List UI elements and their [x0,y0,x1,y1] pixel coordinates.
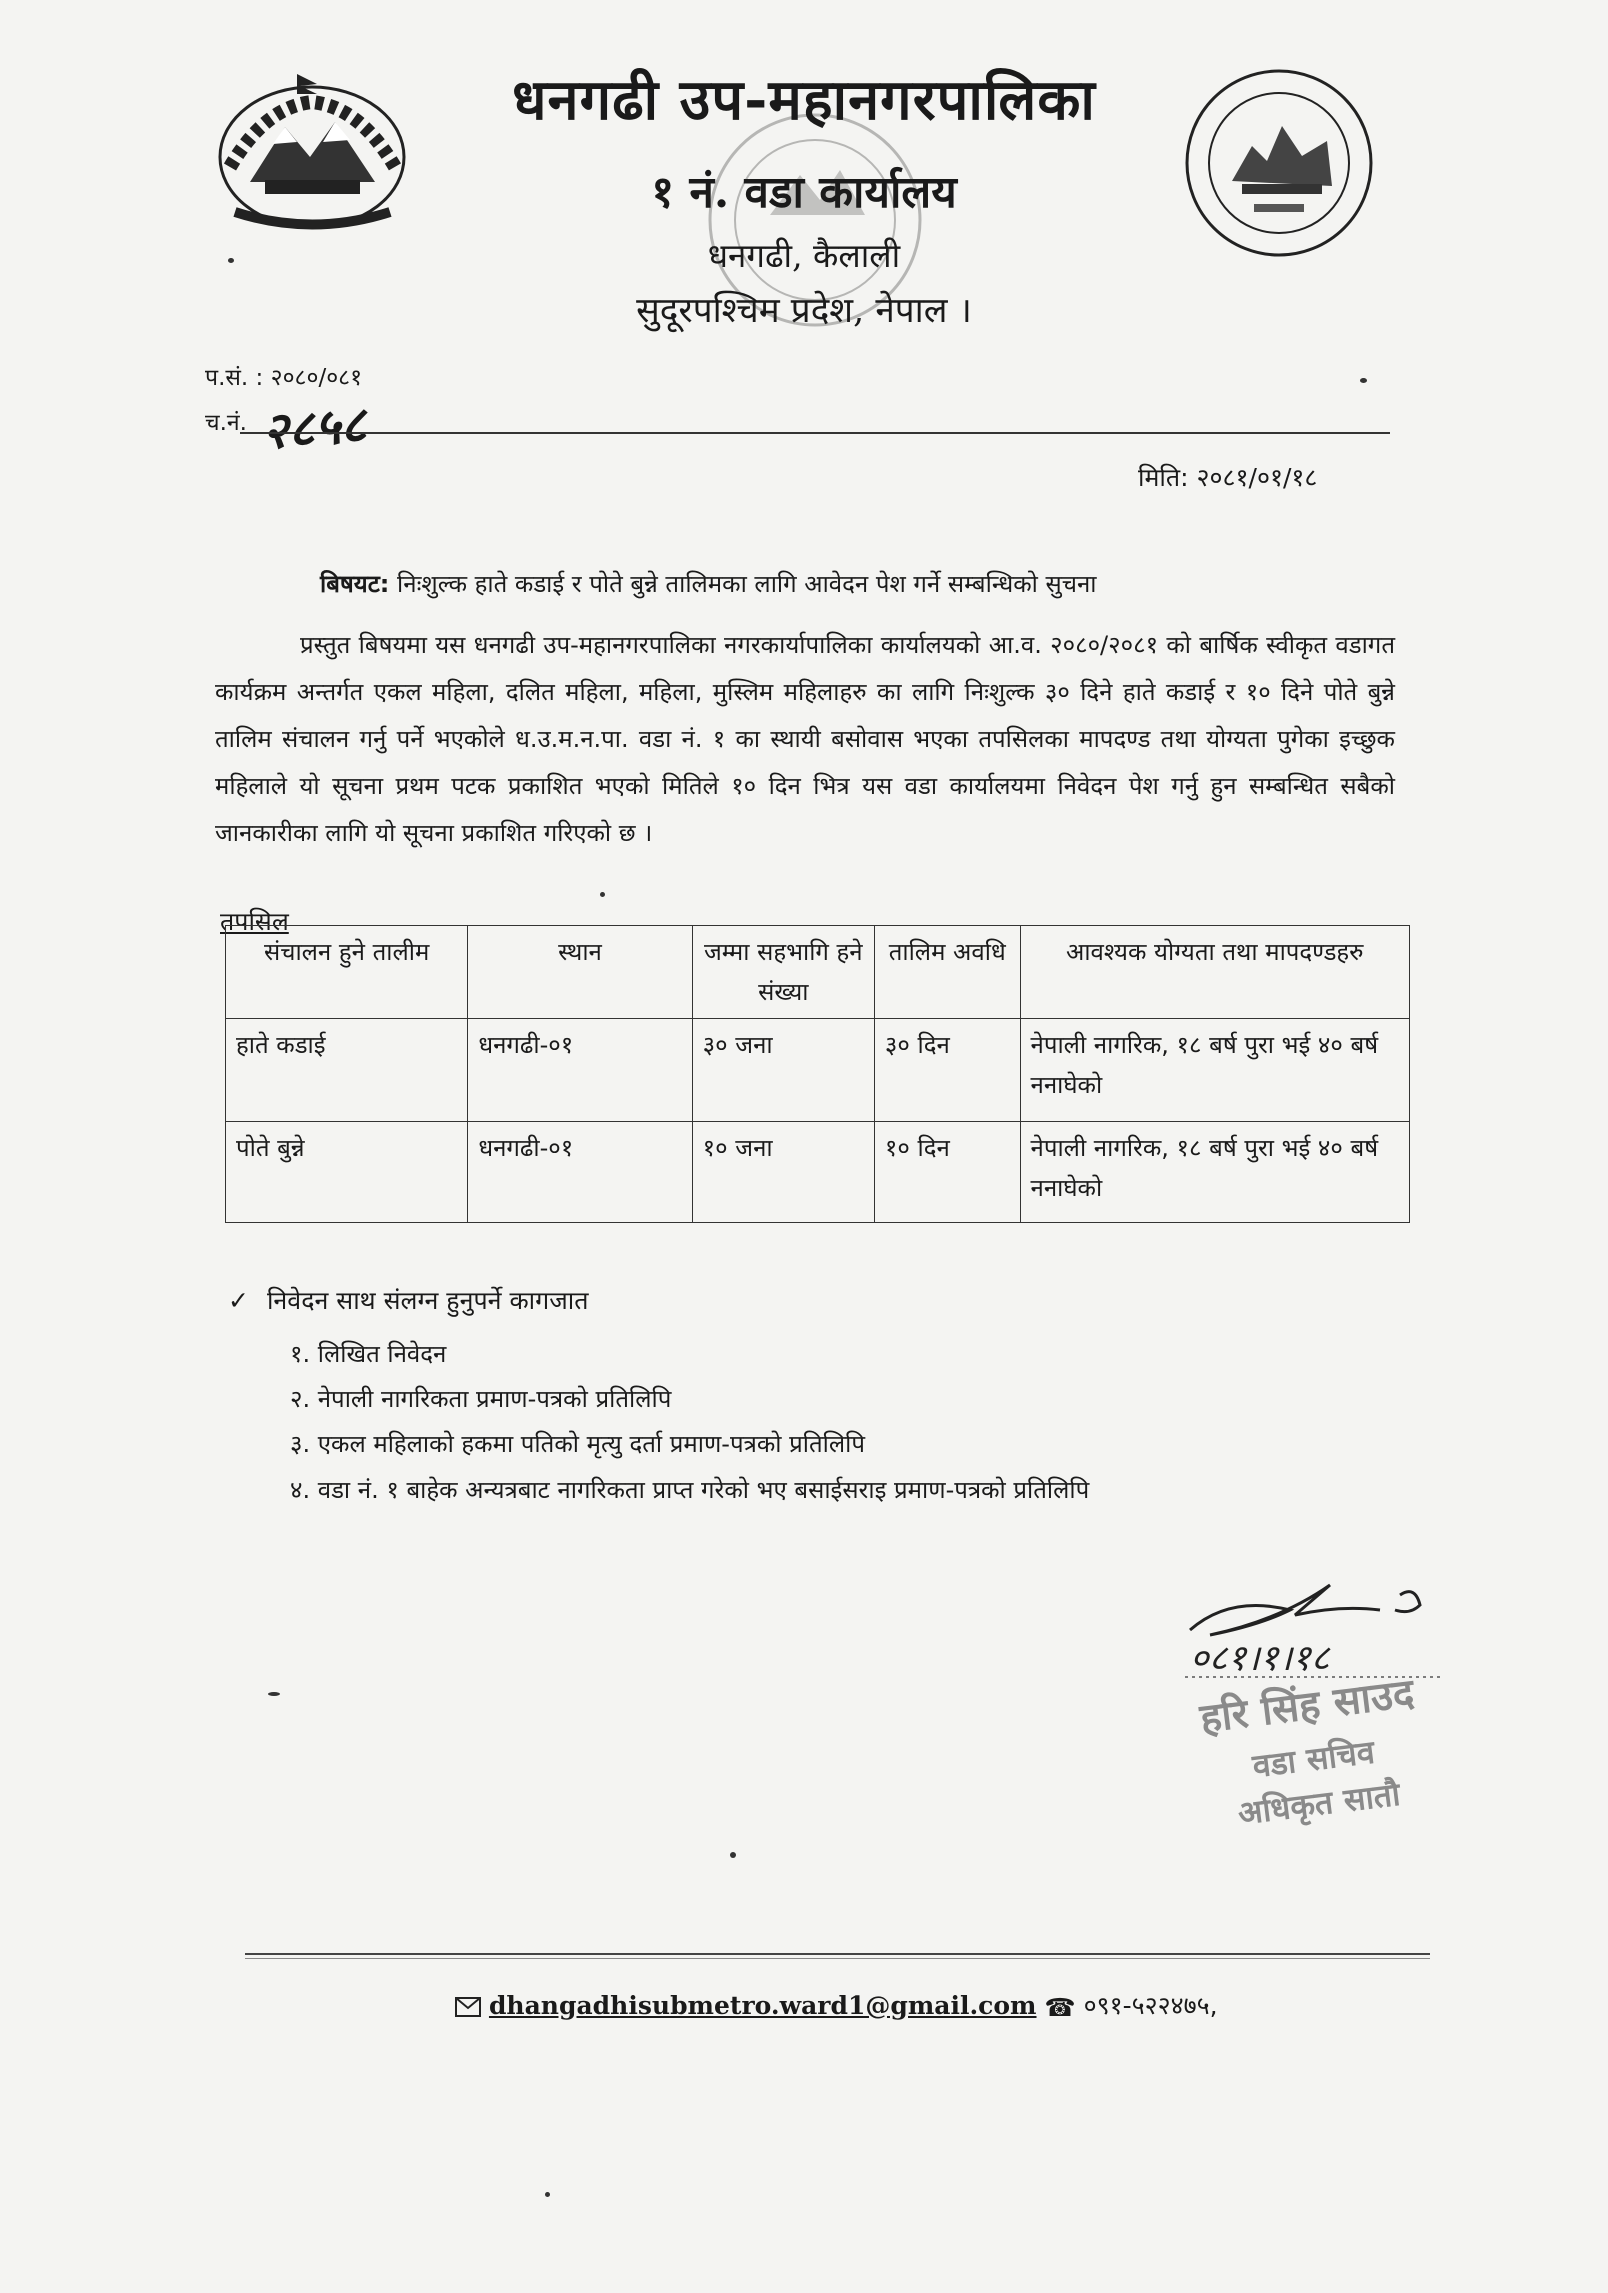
footer-divider [245,1953,1430,1955]
table-header: स्थान [468,926,692,1019]
table-cell: ३० जना [692,1019,874,1122]
table-cell: १० दिन [874,1122,1020,1223]
list-item: ४. वडा नं. १ बाहेक अन्यत्रबाट नागरिकता प्राप्त गरेको भए बसाईसराइ प्रमाण-पत्रको प्रतिलिपि [290,1476,1090,1504]
issue-date: मिति: २०८१/०१/१८ [1138,463,1318,492]
scan-speck [1360,378,1367,383]
table-cell: १० जना [692,1122,874,1223]
contact-footer [455,1988,1218,2022]
table-header: जम्मा सहभागि हने संख्या [692,926,874,1019]
table-cell: धनगढी-०१ [468,1019,692,1122]
office-name: धनगढी उप-महानगरपालिका [512,67,1096,133]
chalani-label: च.नं. [205,410,247,436]
table-header: संचालन हुने तालीम [226,926,468,1019]
signatory-title: वडा सचिव [1250,1732,1377,1786]
table-row [226,1122,1410,1223]
table-row [226,1019,1410,1122]
patra-sankhya: प.सं. : २०८०/०८१ [205,365,363,391]
scan-speck [268,1692,280,1696]
signatory-rank: अधिकृत सातौ [1235,1774,1403,1833]
training-table [225,925,1410,1223]
table-cell: पोते बुन्ने [226,1122,468,1223]
ward-office-title: १ नं. वडा कार्यालय [651,167,957,218]
scan-speck [600,892,605,897]
list-item: ३. एकल महिलाको हकमा पतिको मृत्यु दर्ता प्रमाण-पत्रको प्रतिलिपि [290,1430,866,1458]
signatory-name: हरि सिंह साउद [1197,1669,1417,1743]
phone-icon: ☎ [1044,1992,1076,2022]
attachments-heading-text: निवेदन साथ संलग्न हुनुपर्ने कागजात [266,1286,589,1315]
contact-phone: ०९१-५२२४७५, [1083,1991,1218,2020]
mail-icon [455,1997,481,2017]
table-cell: नेपाली नागरिक, १८ बर्ष पुरा भई ४० बर्ष ननाघेको [1020,1019,1410,1122]
province-name: सुदूरपश्चिम प्रदेश, नेपाल । [636,291,972,331]
list-item: १. लिखित निवेदन [290,1340,447,1368]
subject-text: निःशुल्क हाते कडाई र पोते बुन्ने तालिमका लागि आवेदन पेश गर्ने सम्बन्धिको सुचना [397,570,1097,598]
list-item: २. नेपाली नागरिकता प्रमाण-पत्रको प्रतिलिपि [290,1385,672,1413]
subject-line [320,567,1097,600]
contact-email[interactable]: dhangadhisubmetro.ward1@gmail.com [488,1991,1037,2020]
handwritten-signature [1170,1555,1460,1685]
footer-divider-thin [245,1958,1430,1959]
header-divider [240,432,1390,434]
scan-speck [545,2192,550,2197]
table-cell: नेपाली नागरिक, १८ बर्ष पुरा भई ४० बर्ष ननाघेको [1020,1122,1410,1223]
office-location: धनगढी, कैलाली [707,236,901,275]
scan-speck [228,258,234,263]
tapasil-heading: तपसिल [220,907,289,936]
table-cell: ३० दिन [874,1019,1020,1122]
attachments-heading [228,1283,589,1317]
table-cell: हाते कडाई [226,1019,468,1122]
table-cell: धनगढी-०१ [468,1122,692,1223]
chalani-number-handwritten: २८५८ [260,394,369,461]
checkmark-icon: ✓ [228,1286,249,1315]
table-header-row [226,926,1410,1019]
scan-speck [730,1852,736,1858]
signature-date: ०८१।१।१८ [1190,1638,1330,1679]
table-header: आवश्यक योग्यता तथा मापदण्डहरु [1020,926,1410,1019]
notice-body: प्रस्तुत बिषयमा यस धनगढी उप-महानगरपालिका नगरकार्यापालिका कार्यालयको आ.व. २०८०/२०८१ को बार्षिक स्वीकृत वडागत कार्यक्रम अन्तर्गत एकल महिला, दलित महिला, महिला, मुस्लिम महिलाहरु का लागि निःशुल्क ३० दिने हाते कडाई र १० दिने पोते बुन्ने तालिम संचालन गर्नु पर्ने भएकोले ध.उ.म.न.पा. वडा नं. १ का स्थायी बसोवास भएका तपसिलका मापदण्ड तथा योग्यता पुगेका इच्छुक महिलाले यो सूचना प्रथम पटक प्रकाशित भएको मितिले १० दिन भित्र यस वडा कार्यालयमा निवेदन पेश गर्नु हुन सम्बन्धित सबैको जानकारीका लागि यो सूचना प्रकाशित गरिएको छ । [215,631,1395,847]
signatory-stamp [1197,1663,1429,1837]
table-header: तालिम अवधि [874,926,1020,1019]
subject-label: बिषयट: [320,570,390,598]
